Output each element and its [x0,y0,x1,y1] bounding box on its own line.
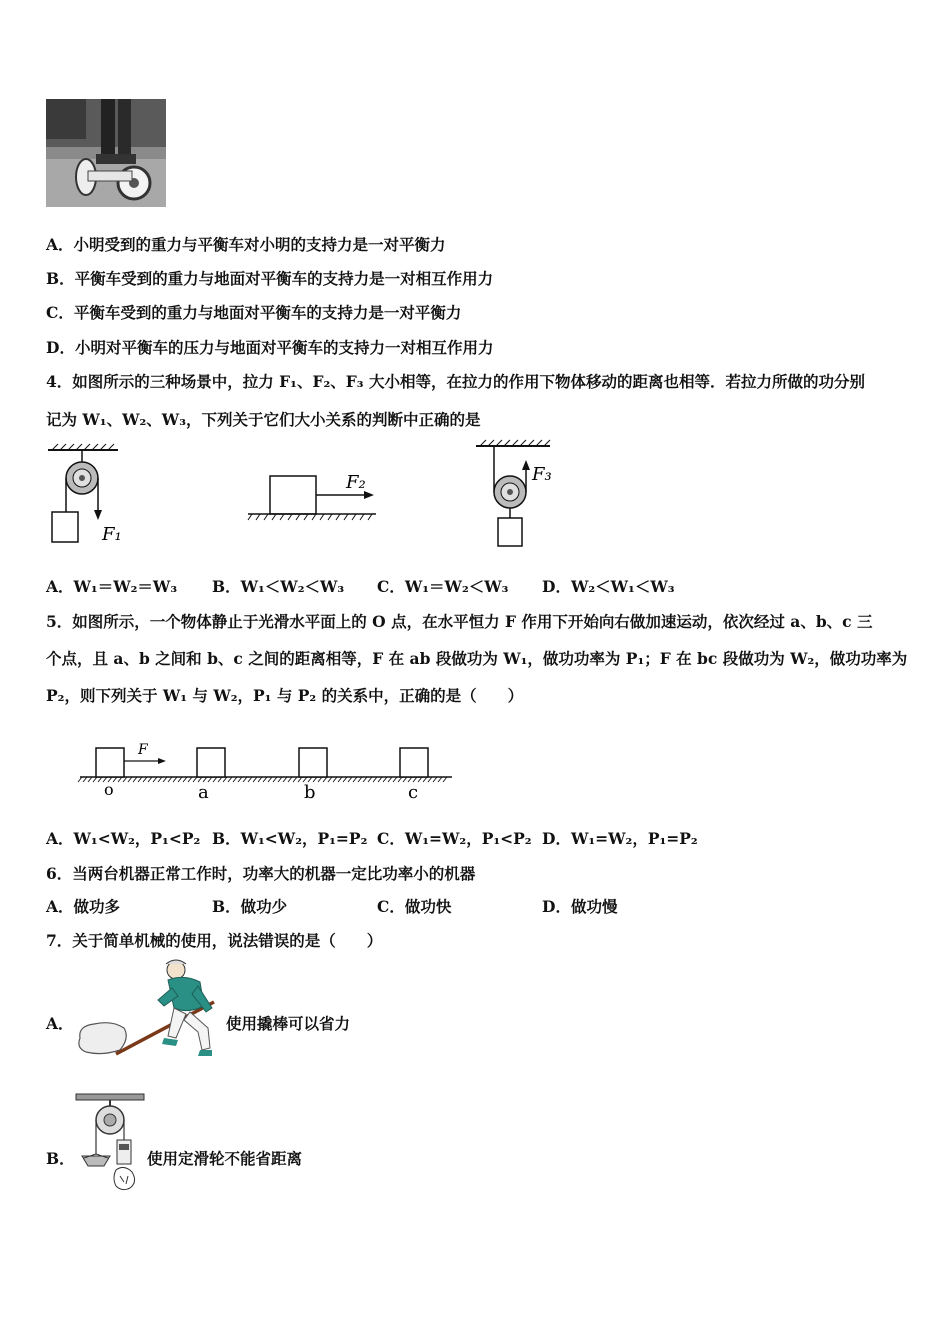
q5-stem-line1: 5．如图所示，一个物体静止于光滑水平面上的 O 点，在水平恒力 F 作用下开始向右做加速运动，依次经过 a、b、c 三 [46,612,873,631]
q5-label-a: a [198,782,209,803]
q4-option-a: A．W₁＝W₂＝W₃ [46,577,178,596]
q7-option-b-letter: B． [46,1149,75,1168]
q5-option-d: D．W₁=W₂，P₁=P₂ [542,829,698,848]
q5-option-a: A．W₁<W₂，P₁<P₂ [46,829,201,848]
q5-stem-line2: 个点，且 a、b 之间和 b、c 之间的距离相等，F 在 ab 段做功为 W₁，做功功率为 P₁；F 在 bc 段做功为 W₂，做功功率为 [46,649,908,668]
q5-option-b: B．W₁<W₂，P₁=P₂ [212,829,368,848]
q7-option-a-letter: A． [46,1014,74,1033]
q4-figure-fixed-pulley [44,444,134,554]
q4-label-f1: F₁ [102,524,122,545]
q7-option-a-text: 使用撬棒可以省力 [226,1014,351,1033]
q4-figure-horizontal-pull [248,468,388,524]
q6-option-c: C．做功快 [377,897,452,916]
q3-option-a: A．小明受到的重力与平衡车对小明的支持力是一对平衡力 [46,235,446,254]
q4-figure-movable-pulley [472,440,562,552]
q5-label-c: c [408,782,419,803]
q3-option-c: C．平衡车受到的重力与地面对平衡车的支持力是一对平衡力 [46,303,462,322]
q5-label-o: o [104,780,114,799]
q4-label-f2: F₂ [346,472,366,493]
fixed-pulley-illustration [74,1092,146,1196]
q7-option-b-text: 使用定滑轮不能省距离 [147,1149,303,1168]
q4-stem-line2: 记为 W₁、W₂、W₃，下列关于它们大小关系的判断中正确的是 [46,410,481,429]
q6-option-d: D．做功慢 [542,897,618,916]
q6-option-b: B．做功少 [212,897,288,916]
q3-option-b: B．平衡车受到的重力与地面对平衡车的支持力是一对相互作用力 [46,269,494,288]
q6-option-a: A．做功多 [46,897,121,916]
q6-stem: 6．当两台机器正常工作时，功率大的机器一定比功率小的机器 [46,864,476,883]
q5-figure-track [80,738,455,804]
q4-stem-line1: 4．如图所示的三种场景中，拉力 F₁、F₂、F₃ 大小相等，在拉力的作用下物体移动的距离也相等．若拉力所做的功分别 [46,372,865,391]
q4-option-b: B．W₁＜W₂＜W₃ [212,577,345,596]
q5-label-b: b [304,782,316,803]
q4-label-f3: F₃ [532,464,552,485]
q4-option-d: D．W₂＜W₁＜W₃ [542,577,675,596]
q3-option-d: D．小明对平衡车的压力与地面对平衡车的支持力一对相互作用力 [46,338,494,357]
q5-label-f: F [138,742,148,758]
q5-option-c: C．W₁=W₂，P₁<P₂ [377,829,532,848]
balance-car-photo [46,99,166,207]
q5-stem-line3: P₂，则下列关于 W₁ 与 W₂，P₁ 与 P₂ 的关系中，正确的是（ ） [46,686,524,705]
q4-option-c: C．W₁＝W₂＜W₃ [377,577,509,596]
crowbar-worker-illustration [72,958,227,1060]
q7-stem: 7．关于简单机械的使用，说法错误的是（ ） [46,931,383,950]
